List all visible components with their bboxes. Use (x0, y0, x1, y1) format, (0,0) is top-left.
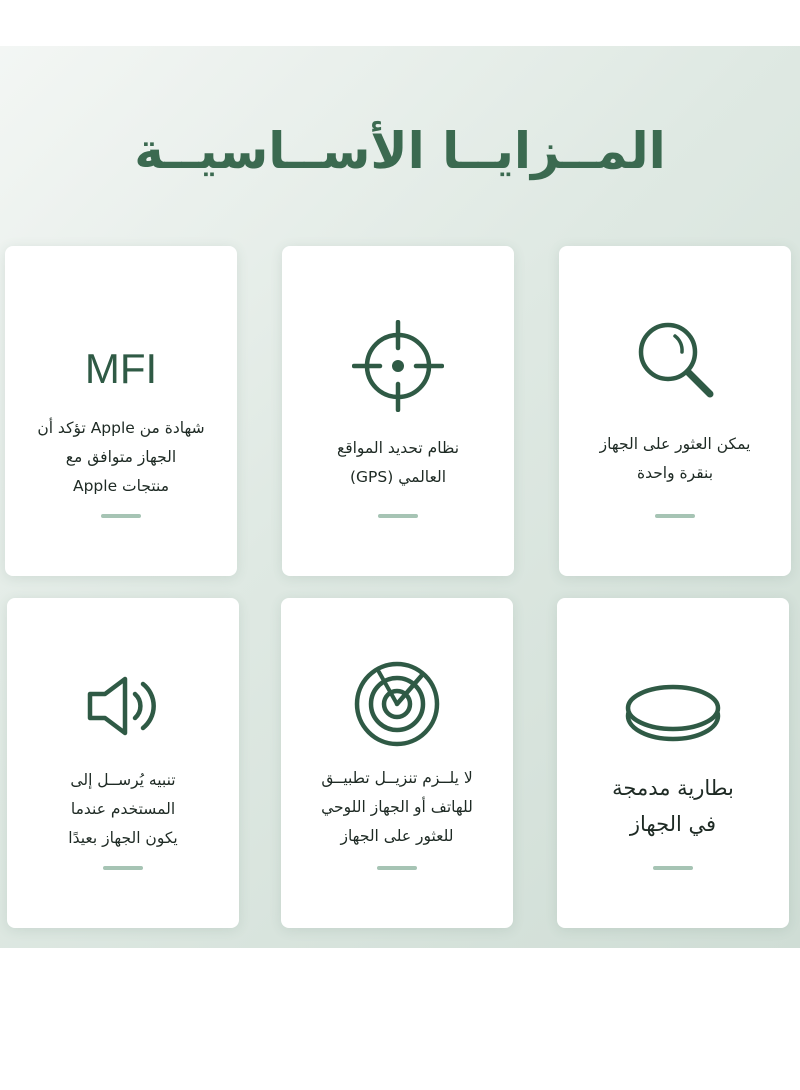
mfi-text-logo: MFI (84, 345, 158, 392)
feature-text: نظام تحديد المواقع العالمي (GPS) (336, 439, 460, 486)
feature-card-find (559, 246, 791, 576)
feature-text: يمكن العثور على الجهاز بنقرة واحدة (599, 435, 751, 482)
card-divider (101, 514, 141, 518)
feature-text: بطارية مدمجة في الجهاز (612, 776, 734, 836)
card-divider (377, 866, 417, 870)
card-divider (653, 866, 693, 870)
feature-text: شهادة من Apple تؤكد أن الجهاز متوافق مع منتجات Apple (37, 419, 205, 495)
feature-card-mfi (5, 246, 237, 576)
card-divider (378, 514, 418, 518)
feature-card-gps (282, 246, 514, 576)
radar-icon (281, 658, 513, 750)
magnifier-icon (559, 314, 791, 404)
feature-text: لا يلــزم تنزيــل تطبيــق للهاتف أو الجهاز اللوحي للعثور على الجهاز (321, 769, 473, 845)
features-banner (0, 46, 800, 948)
crosshair-target-icon (282, 320, 514, 412)
feature-card-battery (557, 598, 789, 928)
card-divider (655, 514, 695, 518)
page-title: المــزايــا الأســاسيــة (134, 122, 666, 180)
coin-battery-icon (557, 682, 789, 744)
feature-card-no-app (281, 598, 513, 928)
feature-text: تنبيه يُرســل إلى المستخدم عندما يكون الجهاز بعيدًا (68, 771, 178, 847)
speaker-icon (7, 674, 239, 738)
feature-card-alert (7, 598, 239, 928)
card-divider (103, 866, 143, 870)
